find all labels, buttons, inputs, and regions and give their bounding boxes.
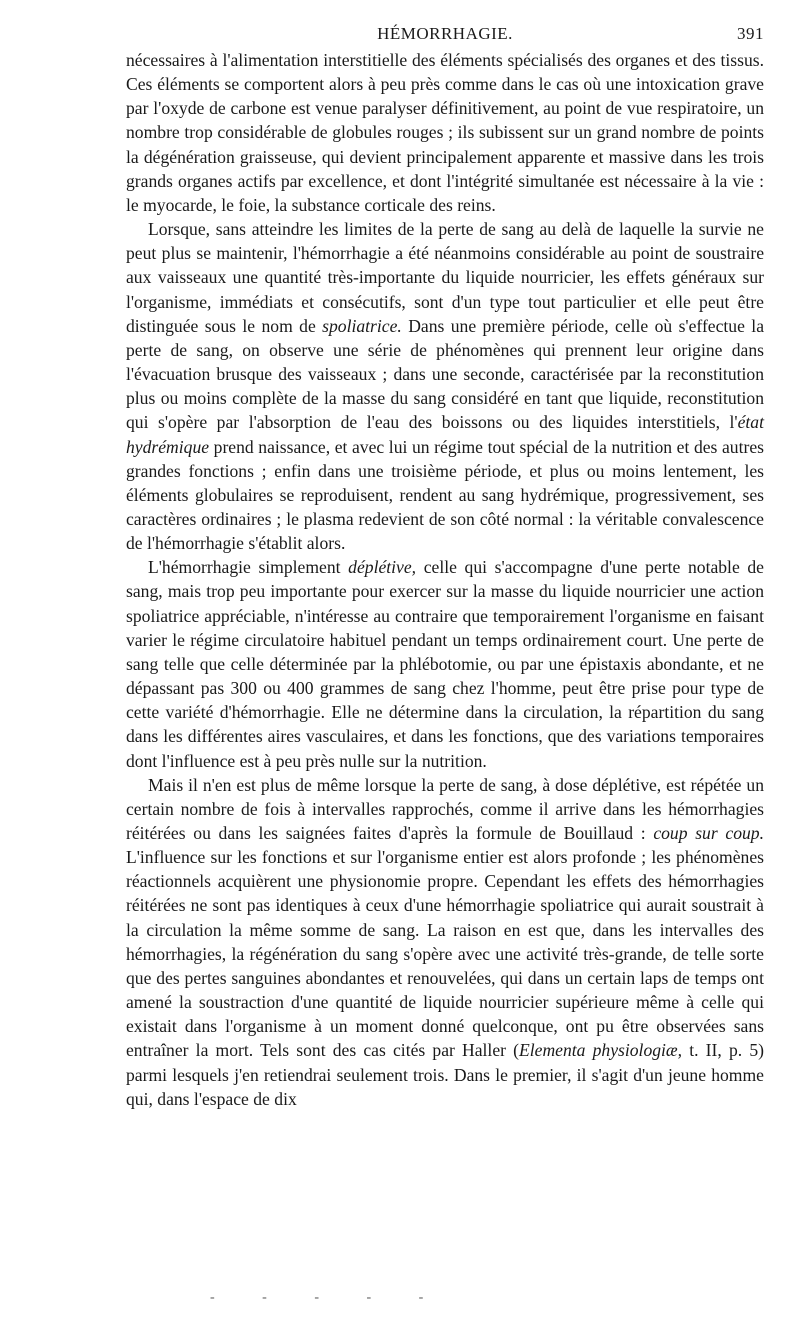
text-run: Mais il n'en est plus de même lorsque la perte de sang, à dose déplétive, est répétée un certain nombre de fois à intervalles rapprochés, comme il arrive dans les hémorrhagies réitérées ou dans les saignées faites d'après la formule de Bouillaud : xyxy=(126,774,764,843)
running-title: HÉMORRHAGIE. xyxy=(377,24,513,43)
text-run: t. II, p. 5) parmi lesquels j'en retiendrai seulement trois. Dans le premier, il s'agit d'un jeune homme qui, dans l'espace de dix xyxy=(126,1040,764,1109)
footer-marks: - - - - - xyxy=(210,1290,446,1305)
italic-run: spoliatrice. xyxy=(322,315,402,336)
text-run: L'influence sur les fonctions et sur l'organisme entier est alors profonde ; les phénomènes réactionnels acquièrent une physionomie propre. Cependant les effets des hémorrhagies réitérées ne sont pas identiques à ceux d'une hémorrhagie spoliatrice qui aurait soustrait à la circulation la même somme de sang. La raison en est que, dans les intervalles des hémorrhagies, la régénération du sang s'opère avec une activité très-grande, de telle sorte que des pertes sanguines abondantes et renouvelées, qui dans un certain laps de temps ont amené la soustraction d'une quantité de liquide nourricier supérieure même à celle qui existait dans l'organisme à un moment donné quelconque, ont pu être observées sans entraîner la mort. Tels sont des cas cités par Haller ( xyxy=(126,847,764,1061)
text-run: Dans une première période, celle où s'effectue la perte de sang, on observe une série de phénomènes qui prennent leur origine dans l'évacuation brusque des vaisseaux ; dans une seconde, caractérisée par la reconstitution plus ou moins complète de la masse du sang considéré en tant que liquide, reconstitution qui s'opère par l'absorption de l'eau des boissons ou des liquides interstitiels, l' xyxy=(126,315,765,433)
text-run: prend naissance, et avec lui un régime tout spécial de la nutrition et des autres grandes fonctions ; enfin dans une troisième période, et plus ou moins lentement, les éléments globulaires se reproduisent, rendent au sang hydrémique, progressivement, ses caractères ordinaires ; le plasma redevient de son côté normal : la véritable convalescence de l'hémorrhagie s'établit alors. xyxy=(126,436,764,554)
paragraph xyxy=(126,217,764,555)
page xyxy=(126,18,764,1111)
paragraph xyxy=(126,48,764,217)
text-run: Lorsque, sans atteindre les limites de la perte de sang au delà de laquelle la survie ne peut plus se maintenir, l'hémorrhagie a été néanmoins considérable au point de soustraire aux vaisseaux une quantité très-importante du liquide nourricier, les effets généraux sur l'organisme, immédiats et consécutifs, sont d'un type tout particulier et elle peut être distinguée sous le nom de xyxy=(126,219,764,336)
text-run: nécessaires à l'alimentation interstitielle des éléments spécialisés des organes et des tissus. Ces éléments se comportent alors à peu près comme dans le cas où une intoxication grave par l'oxyde de carbone est venue paralyser définitivement, au point de vue respiratoire, un nombre trop considérable de globules rouges ; ils subissent sur un grand nombre de points la dégénération graisseuse, qui devient principalement apparente et massive dans les trois grands organes actifs par excellence, et dont l'intégrité simultanée est nécessaire à la vie : le myocarde, le foie, la substance corticale des reins. xyxy=(126,50,764,215)
paragraph xyxy=(126,773,764,1111)
paragraph xyxy=(126,555,764,772)
italic-run: état hydrémique xyxy=(126,412,764,457)
italic-run: coup sur coup. xyxy=(653,823,764,843)
text-run: celle qui s'accompagne d'une perte notable de sang, mais trop peu importante pour exercer sur la masse du liquide nourricier une action spoliatrice appréciable, n'intéresse au contraire que temporairement l'organisme en faisant varier le régime circulatoire habituel pendant un temps ordinairement court. Une perte de sang telle que celle déterminée par la phlébotomie, ou par une épistaxis abondante, et ne dépassant pas 300 ou 400 grammes de sang chez l'homme, peut être prise pour type de cette variété d'hémorrhagie. Elle ne détermine dans la circulation, la répartition du sang dans les différentes aires vasculaires, et dans les fonctions, que des variations temporaires dont l'influence est à peu près nulle sur la nutrition. xyxy=(126,557,764,771)
body-text xyxy=(126,48,764,1111)
italic-run: déplétive, xyxy=(348,557,417,578)
running-head xyxy=(126,18,764,48)
text-run: L'hémorrhagie simplement xyxy=(148,557,349,578)
italic-run: Elementa physiologiæ, xyxy=(519,1040,683,1061)
page-number: 391 xyxy=(737,24,764,43)
